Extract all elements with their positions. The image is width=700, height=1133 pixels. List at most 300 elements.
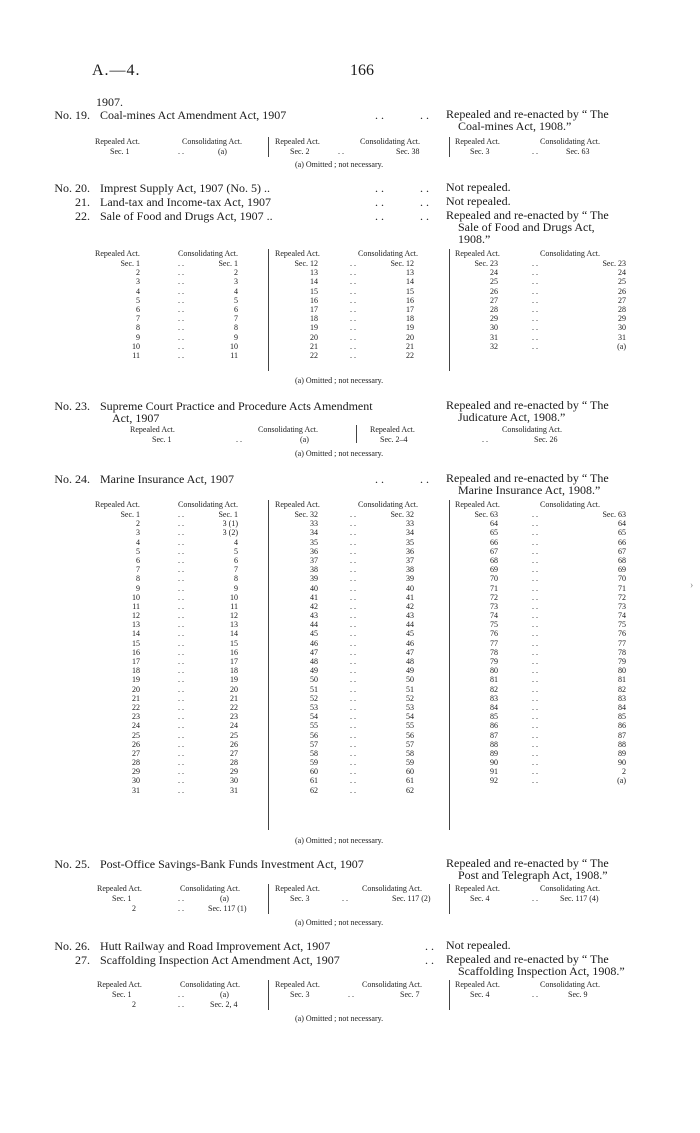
leader-dots: . . (350, 565, 356, 575)
omitted-note: (a) Omitted ; not necessary. (295, 449, 384, 458)
leader-dots: . . (350, 546, 356, 556)
table-cell: 9 (234, 583, 238, 593)
col-header: Repealed Act. (95, 249, 140, 258)
table-cell: 42 (310, 601, 318, 611)
col-header: Consolidating Act. (362, 884, 422, 893)
act-number: 21. (75, 195, 90, 209)
leader-dots: . . (178, 758, 184, 768)
table-cell: 30 (230, 776, 238, 786)
leader-dots: . . (532, 314, 538, 324)
col-header: Repealed Act. (455, 500, 500, 509)
leader-dots: . . (350, 537, 356, 547)
leader-dots: . . (532, 323, 538, 333)
status-line: Repealed and re-enacted by “ The (446, 856, 609, 870)
leader-dots: . . (350, 702, 356, 712)
table-row (0, 758, 700, 767)
table-cell: 6 (136, 304, 140, 314)
table-cell: Sec. 38 (396, 147, 420, 156)
table-cell: 34 (310, 528, 318, 538)
table-cell: 46 (406, 638, 414, 648)
leader-dots: . . (532, 712, 538, 722)
table-cell: 58 (406, 748, 414, 758)
table-cell: 2 (136, 519, 140, 529)
status-line: Coal-mines Act, 1908.” (458, 119, 572, 133)
table-cell: 28 (230, 758, 238, 768)
act-title: Sale of Food and Drugs Act, 1907 .. (100, 209, 273, 223)
act-27-table (0, 980, 700, 1012)
table-cell: 44 (310, 620, 318, 630)
leader-dots: . . (532, 268, 538, 278)
table-cell: 37 (406, 555, 414, 565)
leader-dots: . . (178, 268, 184, 278)
leader-dots: . . (532, 304, 538, 314)
table-cell: 91 (490, 767, 498, 777)
table-cell: 27 (132, 748, 140, 758)
table-cell: 7 (136, 565, 140, 575)
leader-dots: . . (350, 574, 356, 584)
table-cell: 60 (406, 767, 414, 777)
table-cell: 19 (132, 675, 140, 685)
leader-dots: . . (375, 108, 384, 122)
leader-dots: . . (350, 583, 356, 593)
table-cell: 66 (490, 537, 498, 547)
leader-dots: . . (350, 647, 356, 657)
table-cell: 26 (230, 739, 238, 749)
table-cell: 9 (234, 332, 238, 342)
col-header: Consolidating Act. (502, 425, 562, 434)
table-cell: Sec. 4 (470, 894, 490, 903)
status-line: Repealed and re-enacted by “ The (446, 208, 609, 222)
leader-dots: . . (350, 323, 356, 333)
table-cell: 50 (310, 675, 318, 685)
table-cell: 68 (618, 555, 626, 565)
leader-dots: . . (420, 209, 429, 223)
table-cell: 5 (136, 295, 140, 305)
table-row (0, 602, 700, 611)
col-header: Consolidating Act. (540, 249, 600, 258)
table-cell: 29 (490, 314, 498, 324)
act-25-status (446, 857, 636, 881)
table-cell: 89 (490, 748, 498, 758)
table-cell: 10 (230, 341, 238, 351)
table-cell: 88 (490, 739, 498, 749)
leader-dots: . . (178, 702, 184, 712)
leader-dots: . . (178, 286, 184, 296)
table-cell: 49 (310, 666, 318, 676)
omitted-note: (a) Omitted ; not necessary. (295, 160, 384, 169)
table-cell: 65 (490, 528, 498, 538)
col-header: Consolidating Act. (540, 137, 600, 146)
table-row (0, 648, 700, 657)
leader-dots: . . (532, 601, 538, 611)
act-number: No. 25. (54, 857, 90, 871)
table-cell: 58 (310, 748, 318, 758)
table-cell: 47 (406, 647, 414, 657)
table-cell: Sec. 1 (152, 435, 172, 444)
leader-dots: . . (178, 638, 184, 648)
table-cell: (a) (300, 435, 309, 444)
table-cell: 11 (132, 350, 140, 360)
leader-dots: . . (178, 519, 184, 529)
table-cell: 27 (618, 295, 626, 305)
table-cell: 8 (136, 574, 140, 584)
leader-dots: . . (350, 675, 356, 685)
table-cell: 80 (618, 666, 626, 676)
act-23-line (50, 399, 450, 425)
table-cell: 83 (618, 693, 626, 703)
leader-dots: . . (178, 277, 184, 287)
leader-dots: . . (350, 620, 356, 630)
table-cell: 41 (310, 592, 318, 602)
leader-dots: . . (532, 341, 538, 351)
leader-dots: . . (350, 776, 356, 786)
table-row (0, 620, 700, 629)
table-row (0, 712, 700, 721)
table-row (0, 685, 700, 694)
table-cell: 59 (406, 758, 414, 768)
col-header: Repealed Act. (275, 884, 320, 893)
year-heading: 1907. (96, 95, 123, 109)
table-cell: 73 (618, 601, 626, 611)
leader-dots: . . (532, 767, 538, 777)
leader-dots: . . (532, 657, 538, 666)
leader-dots: . . (350, 295, 356, 305)
table-cell: 84 (490, 702, 498, 712)
table-cell: 10 (132, 592, 140, 602)
col-header: Repealed Act. (455, 884, 500, 893)
leader-dots: . . (532, 702, 538, 712)
table-cell: 49 (406, 666, 414, 676)
act-title: Land-tax and Income-tax Act, 1907 (100, 195, 271, 209)
table-cell: (a) (617, 776, 626, 786)
table-cell: Sec. 2 (290, 147, 310, 156)
table-cell: 82 (490, 684, 498, 694)
table-cell: 39 (406, 574, 414, 584)
leader-dots: . . (178, 295, 184, 305)
status-line: Judicature Act, 1908.” (458, 410, 566, 424)
table-row (0, 519, 700, 528)
table-cell: 34 (406, 528, 414, 538)
col-header: Consolidating Act. (540, 980, 600, 989)
table-cell: 42 (406, 601, 414, 611)
table-cell: 26 (618, 286, 626, 296)
table-cell: 74 (490, 611, 498, 621)
leader-dots: . . (178, 332, 184, 342)
page-edge-mark: › (690, 580, 694, 591)
table-cell: 10 (132, 341, 140, 351)
table-cell: 24 (490, 268, 498, 278)
act-19-status (446, 108, 636, 132)
leader-dots: . . (178, 657, 184, 666)
table-cell: 24 (132, 721, 140, 731)
leader-dots: . . (532, 730, 538, 740)
page-header-ref: A.—4. (92, 62, 141, 79)
act-number: No. 24. (54, 472, 90, 486)
leader-dots: . . (350, 684, 356, 694)
table-cell: 90 (618, 758, 626, 768)
act-title: Hutt Railway and Road Improvement Act, 1907 (100, 939, 331, 953)
table-cell: 40 (310, 583, 318, 593)
table-cell: 30 (132, 776, 140, 786)
table-row (0, 296, 700, 305)
table-cell: 4 (234, 537, 238, 547)
act-25-line (50, 857, 450, 871)
leader-dots: . . (420, 108, 429, 122)
leader-dots: . . (532, 638, 538, 648)
table-cell: 26 (490, 286, 498, 296)
leader-dots: . . (350, 277, 356, 287)
omitted-note: (a) Omitted ; not necessary. (295, 836, 384, 845)
table-cell: 8 (234, 574, 238, 584)
table-cell: 67 (490, 546, 498, 556)
leader-dots: . . (178, 565, 184, 575)
table-cell: 79 (490, 657, 498, 666)
leader-dots: . . (350, 629, 356, 639)
table-cell: 3 (1) (222, 519, 238, 529)
table-cell: 50 (406, 675, 414, 685)
leader-dots: . . (532, 546, 538, 556)
table-cell: 90 (490, 758, 498, 768)
leader-dots: . . (532, 647, 538, 657)
col-header: Repealed Act. (455, 249, 500, 258)
col-header: Repealed Act. (95, 500, 140, 509)
leader-dots: . . (420, 195, 429, 209)
table-cell: (a) (220, 990, 229, 999)
leader-dots: . . (178, 767, 184, 777)
leader-dots: . . (178, 776, 184, 786)
table-cell: Sec. 1 (218, 510, 238, 519)
table-cell: 23 (132, 712, 140, 722)
table-cell: Sec. 117 (4) (560, 894, 599, 903)
leader-dots: . . (350, 611, 356, 621)
leader-dots: . . (532, 519, 538, 529)
table-cell: 6 (234, 304, 238, 314)
leader-dots: . . (532, 295, 538, 305)
table-cell: 20 (406, 332, 414, 342)
table-cell: 43 (310, 611, 318, 621)
col-header: Repealed Act. (97, 884, 142, 893)
table-cell: Sec. 7 (400, 990, 420, 999)
table-cell: 21 (310, 341, 318, 351)
table-cell: 48 (310, 657, 318, 666)
table-cell: 47 (310, 647, 318, 657)
table-cell: 27 (490, 295, 498, 305)
table-cell: 22 (406, 350, 414, 360)
table-cell: 14 (406, 277, 414, 287)
table-cell: 22 (132, 702, 140, 712)
table-cell: 9 (136, 583, 140, 593)
table-cell: 41 (406, 592, 414, 602)
leader-dots: . . (178, 259, 184, 268)
act-title: Imprest Supply Act, 1907 (No. 5) .. (100, 181, 270, 195)
leader-dots: . . (350, 592, 356, 602)
table-row (0, 574, 700, 583)
leader-dots: . . (532, 721, 538, 731)
leader-dots: . . (178, 730, 184, 740)
table-cell: 16 (230, 647, 238, 657)
table-cell: Sec. 1 (110, 147, 130, 156)
table-cell: 39 (310, 574, 318, 584)
table-row (0, 547, 700, 556)
table-cell: Sec. 26 (534, 435, 558, 444)
table-cell: 87 (490, 730, 498, 740)
table-cell: 19 (230, 675, 238, 685)
act-title: Scaffolding Inspection Act Amendment Act, 1907 (100, 953, 340, 967)
table-cell: 64 (618, 519, 626, 529)
column-divider (268, 137, 269, 157)
act-27-line (50, 953, 450, 967)
col-header: Consolidating Act. (178, 500, 238, 509)
table-cell: 8 (234, 323, 238, 333)
leader-dots: . . (178, 611, 184, 621)
table-cell: (a) (220, 894, 229, 903)
col-header: Repealed Act. (97, 980, 142, 989)
table-cell: 28 (132, 758, 140, 768)
act-19-table (0, 137, 700, 161)
table-cell: 20 (310, 332, 318, 342)
table-cell: 4 (136, 537, 140, 547)
table-cell: 36 (406, 546, 414, 556)
leader-dots: . . (178, 990, 184, 999)
table-cell: 64 (490, 519, 498, 529)
table-cell: 62 (310, 785, 318, 795)
table-cell: 53 (406, 702, 414, 712)
table-cell: 52 (310, 693, 318, 703)
table-cell: 28 (490, 304, 498, 314)
column-divider (449, 980, 450, 1010)
table-cell: Sec. 12 (294, 259, 318, 268)
table-cell: 57 (406, 739, 414, 749)
table-cell: 32 (490, 341, 498, 351)
table-cell: 51 (310, 684, 318, 694)
leader-dots: . . (532, 277, 538, 287)
table-cell: 29 (618, 314, 626, 324)
table-row (0, 510, 700, 519)
act-number: No. 23. (54, 399, 90, 413)
table-cell: 61 (310, 776, 318, 786)
leader-dots: . . (350, 767, 356, 777)
col-header: Consolidating Act. (358, 249, 418, 258)
column-divider (268, 884, 269, 914)
leader-dots: . . (350, 350, 356, 360)
leader-dots: . . (350, 748, 356, 758)
table-cell: 2 (234, 268, 238, 278)
table-row (0, 538, 700, 547)
leader-dots: . . (350, 721, 356, 731)
leader-dots: . . (350, 314, 356, 324)
leader-dots: . . (532, 286, 538, 296)
status-line: Marine Insurance Act, 1908.” (458, 483, 601, 497)
table-row (0, 351, 700, 360)
table-cell: 3 (136, 277, 140, 287)
table-row (0, 323, 700, 332)
table-cell: 11 (230, 601, 238, 611)
col-header: Repealed Act. (275, 980, 320, 989)
leader-dots: . . (532, 147, 538, 156)
table-cell: Sec. 117 (1) (208, 904, 247, 913)
table-row (0, 675, 700, 684)
table-cell: 25 (230, 730, 238, 740)
table-row (0, 666, 700, 675)
leader-dots: . . (532, 565, 538, 575)
leader-dots: . . (178, 323, 184, 333)
leader-dots: . . (350, 528, 356, 538)
leader-dots: . . (350, 341, 356, 351)
table-cell: Sec. 63 (566, 147, 590, 156)
leader-dots: . . (178, 684, 184, 694)
table-cell: 67 (618, 546, 626, 556)
table-cell: 31 (618, 332, 626, 342)
table-cell: 12 (230, 611, 238, 621)
table-cell: Sec. 4 (470, 990, 490, 999)
leader-dots: . . (178, 147, 184, 156)
leader-dots: . . (375, 209, 384, 223)
table-cell: Sec. 3 (470, 147, 490, 156)
leader-dots: . . (178, 629, 184, 639)
leader-dots: . . (178, 647, 184, 657)
table-cell: 6 (234, 555, 238, 565)
table-cell: 13 (132, 620, 140, 630)
table-cell: 68 (490, 555, 498, 565)
status-line: Scaffolding Inspection Act, 1908.” (458, 964, 625, 978)
leader-dots: . . (532, 332, 538, 342)
status-line: Repealed and re-enacted by “ The (446, 952, 609, 966)
act-20-status: Not repealed. (446, 180, 511, 194)
table-cell: 76 (490, 629, 498, 639)
table-row (0, 629, 700, 638)
leader-dots: . . (532, 758, 538, 768)
table-row (0, 786, 700, 795)
table-cell: 48 (406, 657, 414, 666)
table-cell: 54 (406, 712, 414, 722)
col-header: Repealed Act. (275, 249, 320, 258)
table-row (0, 584, 700, 593)
table-cell: 81 (490, 675, 498, 685)
col-header: Consolidating Act. (540, 884, 600, 893)
table-cell: 85 (618, 712, 626, 722)
table-cell: 69 (618, 565, 626, 575)
col-header: Consolidating Act. (178, 249, 238, 258)
table-cell: 55 (310, 721, 318, 731)
table-cell: 59 (310, 758, 318, 768)
table-cell: 65 (618, 528, 626, 538)
table-cell: 25 (132, 730, 140, 740)
table-cell: Sec. 23 (602, 259, 626, 268)
table-cell: 17 (132, 657, 140, 666)
table-cell: 3 (136, 528, 140, 538)
col-header: Consolidating Act. (182, 137, 242, 146)
col-header: Repealed Act. (275, 137, 320, 146)
table-row (0, 767, 700, 776)
table-cell: 69 (490, 565, 498, 575)
table-row (0, 333, 700, 342)
column-divider (449, 137, 450, 157)
table-cell: 77 (618, 638, 626, 648)
leader-dots: . . (532, 620, 538, 630)
leader-dots: . . (178, 620, 184, 630)
act-22-line (50, 209, 450, 223)
table-cell: Sec. 1 (218, 259, 238, 268)
table-cell: 7 (234, 565, 238, 575)
table-cell: 2 (132, 1000, 136, 1009)
table-cell: 83 (490, 693, 498, 703)
leader-dots: . . (532, 666, 538, 676)
table-cell: 20 (132, 684, 140, 694)
table-cell: 71 (618, 583, 626, 593)
table-cell: 37 (310, 555, 318, 565)
leader-dots: . . (532, 592, 538, 602)
col-header: Repealed Act. (455, 137, 500, 146)
